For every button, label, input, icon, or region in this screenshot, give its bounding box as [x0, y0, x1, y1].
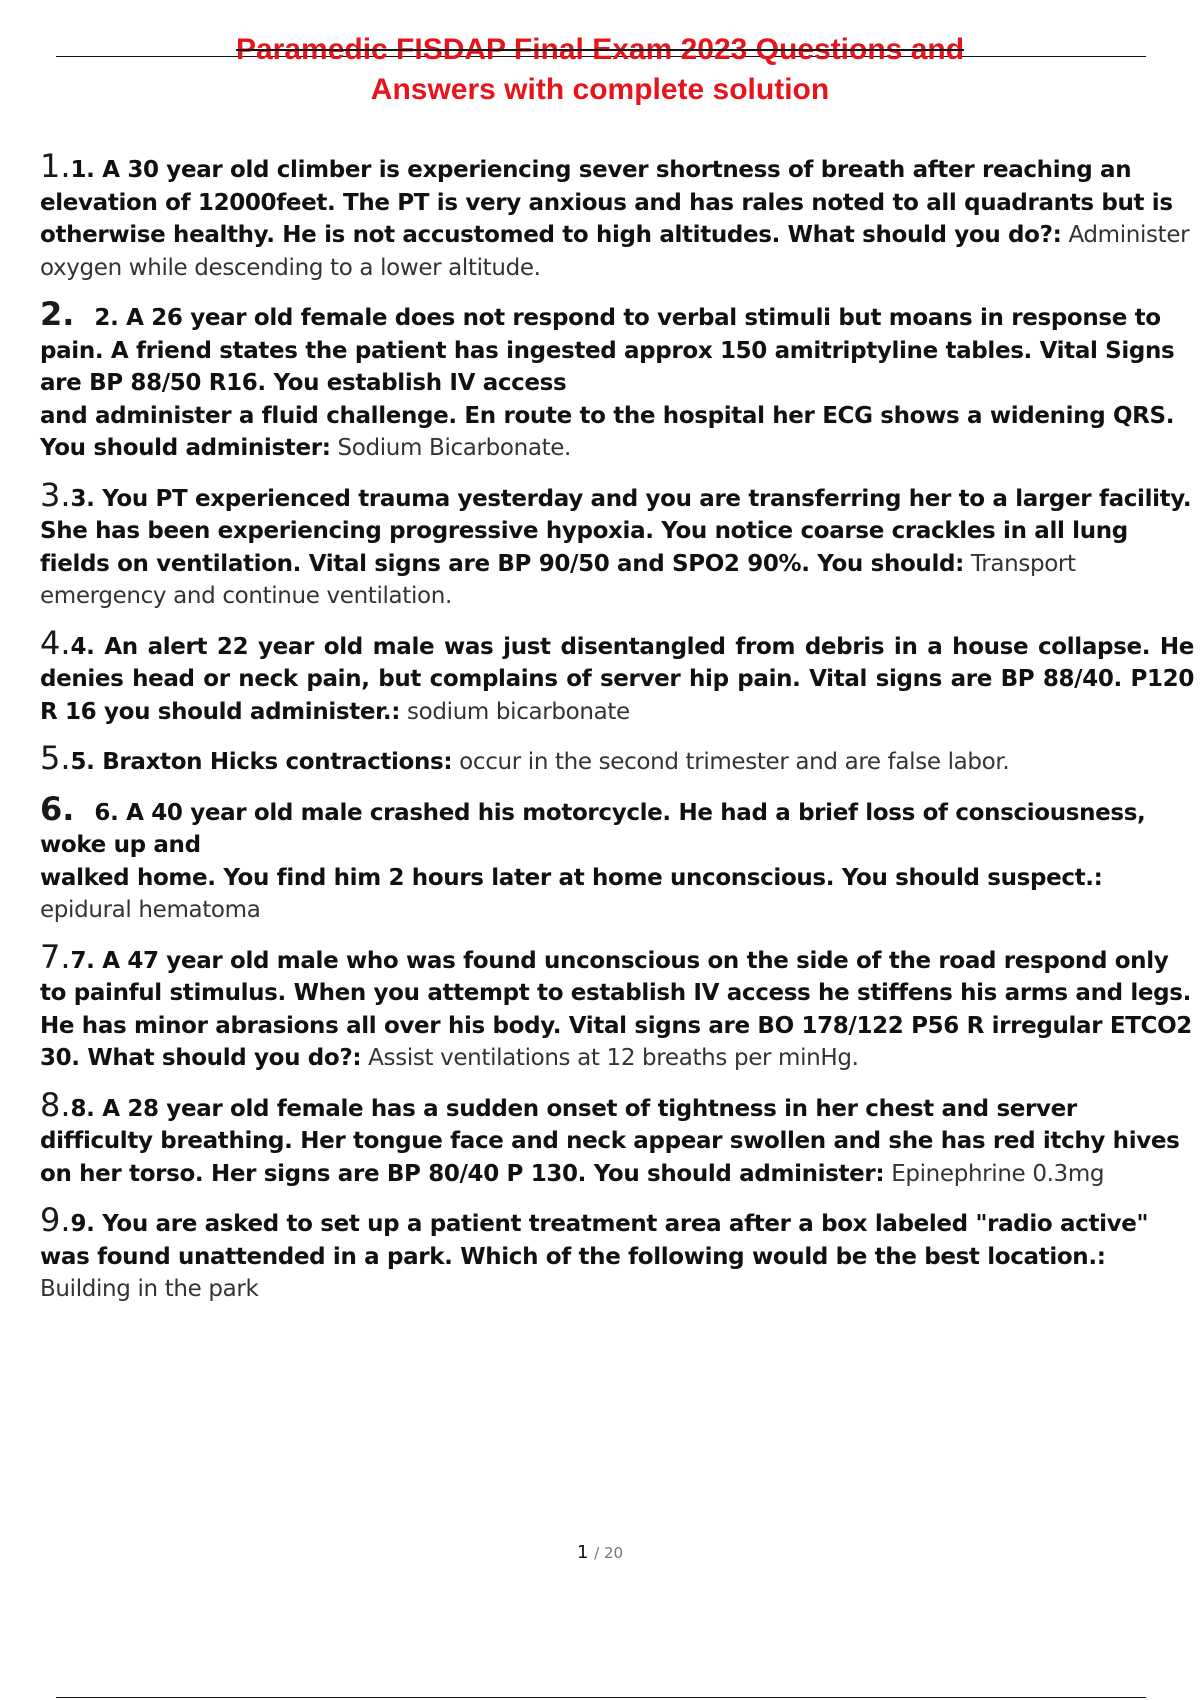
question-text: 1. A 30 year old climber is experiencing sever shortness of breath after reaching an elevation of 12000feet. The PT is very anxious and has rales noted to all quadrants but is otherwise healthy. He is not accustomed to high altitudes. What should you do?: — [40, 157, 1173, 248]
question-text: 8. A 28 year old female has a sudden onset of tightness in her chest and server difficulty breathing. Her tongue face and neck appear swollen and she has red itchy hives on her torso. Her signs are BP 80/40 P 130. You should administer: — [40, 1095, 1180, 1187]
answer-text: epidural hematoma — [40, 897, 261, 923]
answer-text: Administer oxygen while descending to a lower altitude. — [40, 222, 1190, 281]
qa-item-9 — [40, 1201, 1194, 1306]
page-indicator — [0, 1542, 1200, 1563]
question-number: 2. — [40, 295, 75, 333]
question-text-continued: and administer a fluid challenge. En route to the hospital her ECG shows a widening QRS. You should administer: — [40, 402, 1175, 461]
question-text: 9. You are asked to set up a patient treatment area after a box labeled "radio active" was found unattended in a park. Which of the following would be the best location.: — [40, 1211, 1149, 1270]
question-text: 5. Braxton Hicks contractions: — [70, 749, 453, 775]
answer-text: sodium bicarbonate — [407, 698, 630, 725]
bottom-rule — [56, 1697, 1146, 1698]
qa-item-6 — [40, 789, 1194, 927]
answer-text: Assist ventilations at 12 breaths per minHg. — [368, 1045, 859, 1071]
question-text: 2. A 26 year old female does not respond to verbal stimuli but moans in response to pain. A friend states the patient has ingested approx 150 amitriptyline tables. Vital Signs are BP 88/50 R16. You establish IV access — [40, 305, 1175, 396]
question-text: 3. You PT experienced trauma yesterday and you are transferring her to a larger facility. She has been experiencing progressive hypoxia. You notice coarse crackles in all lung fields on ventilation. Vital signs are BP 90/50 and SPO2 90%. You should: — [40, 485, 1192, 577]
question-number: 1. — [40, 147, 71, 185]
qa-item-2 — [40, 295, 1194, 465]
qa-item-3 — [40, 475, 1194, 613]
question-number: 7. — [40, 937, 71, 976]
answer-text: Transport emergency and continue ventilation. — [40, 550, 1076, 609]
qa-item-8 — [40, 1085, 1194, 1191]
question-text: 7. A 47 year old male who was found unconscious on the side of the road respond only to painful stimulus. When you attempt to establish IV access he stiffens his arms and legs. He has minor abrasions all over his body. Vital signs are BO 178/122 P56 R irregular ETCO2 30. What should you do?: — [40, 947, 1192, 1071]
question-number: 9. — [40, 1201, 71, 1239]
document-title — [0, 30, 1200, 110]
title-line-1: Paramedic FISDAP Final Exam 2023 Questions and — [235, 33, 965, 66]
answer-text: Epinephrine 0.3mg — [891, 1160, 1105, 1187]
qa-item-4 — [40, 623, 1194, 729]
question-number: 8. — [40, 1085, 71, 1124]
question-number: 4. — [40, 623, 71, 662]
title-line-2: Answers with complete solution — [370, 73, 830, 106]
question-number: 5. — [40, 739, 71, 777]
answer-text: occur in the second trimester and are false labor. — [459, 749, 1010, 775]
question-text: 6. A 40 year old male crashed his motorcycle. He had a brief loss of consciousness, woke up and — [40, 799, 1146, 858]
qa-item-7 — [40, 937, 1194, 1075]
answer-text: Sodium Bicarbonate. — [337, 435, 572, 461]
question-number: 3. — [40, 475, 71, 514]
current-page-number: 1 — [576, 1542, 589, 1563]
question-text-continued: walked home. You find him 2 hours later at home unconscious. You should suspect.: — [40, 864, 1103, 891]
question-text: 4. An alert 22 year old male was just disentangled from debris in a house collapse. He denies head or neck pain, but complains of server hip pain. Vital signs are BP 88/40. P120 R 16 you should administer.: — [40, 633, 1194, 725]
question-number: 6. — [40, 789, 75, 828]
answer-text: Building in the park — [40, 1276, 259, 1302]
qa-item-1 — [40, 147, 1194, 284]
qa-item-5 — [40, 739, 1194, 779]
total-pages: / 20 — [594, 1544, 624, 1562]
qa-list — [40, 147, 1194, 1320]
